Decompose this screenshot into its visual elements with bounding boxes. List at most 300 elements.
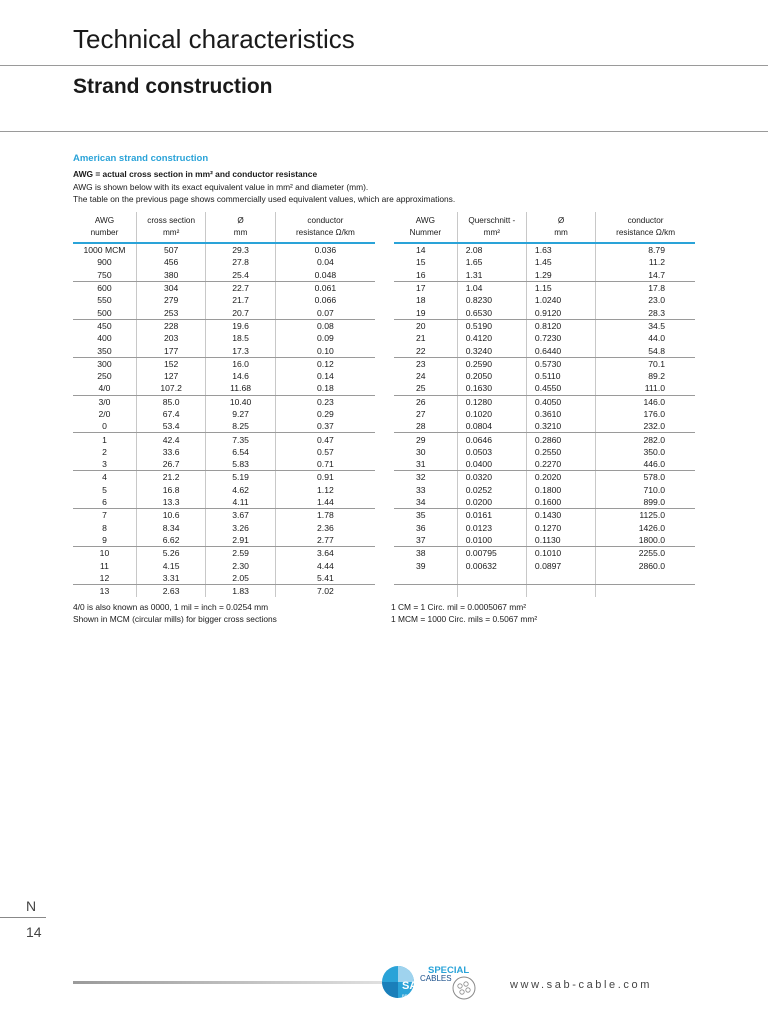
table-cell: 507 (136, 243, 205, 256)
table-cell: 0.0503 (457, 446, 526, 458)
column-header-line: Ø (557, 216, 565, 225)
table-cell: 0.0320 (457, 471, 526, 484)
table-cell (596, 585, 695, 598)
logo-brand-text: SAB (402, 980, 426, 992)
table-cell: 0.2020 (526, 471, 595, 484)
footnote-right: 1 MCM = 1000 Circ. mils = 0.5067 mm² (391, 614, 538, 624)
table-cell: 0.1280 (457, 395, 526, 408)
section-title: Strand construction (73, 75, 273, 98)
table-cell: 2860.0 (596, 559, 695, 571)
table-cell: 0.4120 (457, 332, 526, 344)
table-cell: 0.8120 (526, 319, 595, 332)
table-cell: 5.19 (206, 471, 275, 484)
table-cell: 0.1270 (526, 522, 595, 534)
table-cell: 1.65 (457, 256, 526, 268)
table-row (394, 332, 695, 344)
footnote-right: 1 CM = 1 Circ. mil = 0.0005067 mm² (391, 602, 526, 612)
table-cell: 0.00632 (457, 559, 526, 571)
title-divider (0, 65, 768, 66)
table-row (73, 332, 375, 344)
table-cell: 0.7230 (526, 332, 595, 344)
table-cell: 5.26 (136, 547, 205, 560)
table-cell: 18 (416, 295, 426, 306)
table-cell: 2.08 (457, 243, 526, 256)
table-cell: 4 (102, 472, 107, 483)
table-cell: 1426.0 (596, 522, 695, 534)
table-row (73, 357, 375, 370)
table-cell: 1 (102, 434, 107, 445)
table-cell: 0.18 (275, 382, 375, 395)
table-cell: 7.02 (275, 585, 375, 598)
table-cell: 8.79 (596, 243, 695, 256)
table-cell: 0.08 (275, 319, 375, 332)
table-cell: 67.4 (136, 408, 205, 420)
table-cell (457, 572, 526, 585)
table-row (73, 433, 375, 446)
table-cell: 28.3 (596, 306, 695, 319)
table-cell: 2.30 (206, 559, 275, 571)
table-cell: 29.3 (206, 243, 275, 256)
table-cell (394, 585, 457, 598)
table-cell: 152 (136, 357, 205, 370)
table-cell: 1125.0 (596, 509, 695, 522)
table-cell: 176.0 (596, 408, 695, 420)
table-row (73, 471, 375, 484)
table-cell: 23 (416, 358, 426, 369)
table-cell: 53.4 (136, 420, 205, 433)
column-header (596, 212, 695, 243)
table-cell: 17.8 (596, 281, 695, 294)
table-cell: 0.6440 (526, 344, 595, 357)
column-header-line: Nummer (409, 228, 442, 237)
table-cell: 0.1130 (526, 534, 595, 547)
table-cell: 228 (136, 319, 205, 332)
table-cell: 0.3610 (526, 408, 595, 420)
table-row (394, 471, 695, 484)
table-row (394, 395, 695, 408)
table-cell: 54.8 (596, 344, 695, 357)
table-cell: 19.6 (206, 319, 275, 332)
table-cell: 0.1010 (526, 547, 595, 560)
table-cell: 350 (73, 344, 136, 357)
table-cell: 578.0 (596, 471, 695, 484)
table-cell: 710.0 (596, 484, 695, 496)
table-cell: 3.31 (136, 572, 205, 585)
table-cell: 0.2860 (526, 433, 595, 446)
column-header (206, 212, 275, 243)
table-row (394, 420, 695, 433)
column-header-line: Querschnitt - (468, 216, 516, 225)
table-cell: 2255.0 (596, 547, 695, 560)
table-cell: 0.2550 (526, 446, 595, 458)
table-cell: 5.83 (206, 458, 275, 471)
table-cell: 0.061 (275, 281, 375, 294)
table-cell: 0.2590 (457, 357, 526, 370)
table-cell: 0.12 (275, 357, 375, 370)
table-cell: 0.0804 (457, 420, 526, 433)
table-cell: 1.83 (206, 585, 275, 598)
table-row (73, 522, 375, 534)
table-cell: 6.54 (206, 446, 275, 458)
table-cell: 0.4550 (526, 382, 595, 395)
table-row (73, 408, 375, 420)
table-cell: 9.27 (206, 408, 275, 420)
table-row (394, 269, 695, 282)
table-cell: 0.07 (275, 306, 375, 319)
table-cell: 1000 MCM (83, 245, 126, 256)
intro-bold-line: AWG = actual cross section in mm² and conductor resistance (73, 169, 318, 179)
table-cell: 380 (136, 269, 205, 282)
column-header-line: mm² (483, 228, 500, 237)
table-cell: 2.91 (206, 534, 275, 547)
column-header (457, 212, 526, 243)
column-header (136, 212, 205, 243)
table-cell: 5.41 (275, 572, 375, 585)
sab-logo (380, 964, 484, 1000)
table-cell: 0.4050 (526, 395, 595, 408)
table-cell: 19 (394, 306, 457, 319)
table-cell: 0.47 (275, 433, 375, 446)
table-cell: 24 (416, 371, 426, 382)
table-cell: 0.6530 (457, 306, 526, 319)
table-cell: 17 (416, 283, 426, 294)
table-cell: 0.2270 (526, 458, 595, 471)
table-row (394, 294, 695, 306)
table-row (73, 294, 375, 306)
table-cell: 0.0100 (457, 534, 526, 547)
table-cell: 14.7 (596, 269, 695, 282)
table-cell: 1.04 (457, 281, 526, 294)
page-section-letter: N (26, 898, 37, 914)
table-cell: 0.1020 (457, 408, 526, 420)
table-cell: 16.8 (136, 484, 205, 496)
table-cell: 456 (136, 256, 205, 268)
table-cell: 13 (99, 586, 110, 597)
table-cell: 600 (97, 283, 112, 294)
table-cell: 2/0 (98, 409, 111, 419)
table-cell: 34 (394, 496, 457, 509)
table-header-row (394, 212, 695, 243)
table-cell: 177 (136, 344, 205, 357)
table-cell: 2.59 (206, 547, 275, 560)
table-row (394, 357, 695, 370)
table-cell: 11.2 (596, 256, 695, 268)
table-cell: 8 (102, 522, 107, 533)
table-cell: 0.1600 (526, 496, 595, 509)
table-cell: 500 (73, 306, 136, 319)
table-cell: 34.5 (596, 319, 695, 332)
table-cell: 0.71 (275, 458, 375, 471)
table-row (73, 496, 375, 509)
logo-sub-text: BRÖCKSKES (402, 993, 427, 998)
table-cell: 25 (394, 382, 457, 395)
table-cell (596, 572, 695, 585)
table-cell: 2.63 (136, 585, 205, 598)
column-header-line: AWG (415, 216, 435, 225)
table-row (394, 306, 695, 319)
table-cell: 39 (416, 560, 426, 571)
table-cell: 900 (97, 257, 112, 268)
column-header-line: conductor (307, 216, 344, 225)
table-cell: 0.09 (275, 332, 375, 344)
table-cell: 0.3240 (457, 344, 526, 357)
table-cell: 11 (99, 560, 109, 571)
table-cell: 0.0200 (457, 496, 526, 509)
table-cell: 400 (97, 333, 112, 344)
table-cell: 2.36 (275, 522, 375, 534)
footnote-left: 4/0 is also known as 0000, 1 mil = inch = 0.0254 mm (73, 602, 269, 612)
table-cell: 28 (394, 420, 457, 433)
table-cell: 0.91 (275, 471, 375, 484)
table-cell: 1.63 (526, 243, 595, 256)
table-cell: 10 (99, 548, 110, 559)
table-cell: 446.0 (596, 458, 695, 471)
table-row (394, 408, 695, 420)
table-cell: 450 (97, 320, 112, 331)
table-cell: 2.77 (275, 534, 375, 547)
column-header-line: Ø (237, 216, 244, 225)
table-cell: 10.40 (206, 395, 275, 408)
section-divider (0, 131, 768, 132)
page-marker-rule (0, 917, 46, 918)
footnote-left: Shown in MCM (circular mills) for bigger cross sections (73, 614, 277, 624)
table-cell: 36 (416, 522, 426, 533)
table-cell: 203 (136, 332, 205, 344)
table-cell: 1.15 (526, 281, 595, 294)
table-cell: 0.5190 (457, 319, 526, 332)
table-cell: 3 (73, 458, 136, 471)
table-cell: 1.45 (526, 256, 595, 268)
table-cell: 0.1800 (526, 484, 595, 496)
table-cell: 550 (97, 295, 112, 306)
column-header (394, 212, 457, 243)
table-cell: 26.7 (136, 458, 205, 471)
table-cell: 20.7 (206, 306, 275, 319)
table-cell: 30 (416, 446, 426, 457)
column-header-line: mm (233, 228, 248, 237)
table-row (394, 547, 695, 560)
table-cell: 1.78 (275, 509, 375, 522)
table-cell: 0.048 (275, 269, 375, 282)
table-cell: 89.2 (596, 370, 695, 382)
table-cell: 0.0897 (526, 559, 595, 571)
table-cell: 4/0 (73, 382, 136, 395)
table-cell: 0.2050 (457, 370, 526, 382)
table-cell: 0.0400 (457, 458, 526, 471)
table-cell: 0.5730 (526, 357, 595, 370)
table-cell: 0.23 (275, 395, 375, 408)
footer-url-link[interactable]: www.sab-cable.com (510, 979, 653, 991)
table-cell: 0.00795 (457, 547, 526, 560)
table-row (394, 243, 695, 256)
table-cell: 0.5110 (526, 370, 595, 382)
table-cell: 38 (416, 548, 426, 559)
table-cell: 70.1 (596, 357, 695, 370)
table-row (73, 585, 375, 598)
table-cell: 44.0 (596, 332, 695, 344)
table-cell: 3.26 (206, 522, 275, 534)
table-row (73, 370, 375, 382)
table-cell: 4.44 (275, 559, 375, 571)
table-row (394, 344, 695, 357)
table-cell: 20 (416, 320, 426, 331)
table-cell: 0.57 (275, 446, 375, 458)
table-cell: 8.34 (136, 522, 205, 534)
table-cell: 3.64 (275, 547, 375, 560)
table-row (394, 319, 695, 332)
table-row (73, 559, 375, 571)
intro-line: The table on the previous page shows commercially used equivalent values, which are approximations. (73, 194, 456, 204)
table-cell: 282.0 (596, 433, 695, 446)
table-cell: 29 (416, 434, 426, 445)
table-row (394, 281, 695, 294)
table-cell (526, 572, 595, 585)
table-cell: 22 (394, 344, 457, 357)
table-cell: 21 (416, 333, 426, 344)
table-cell: 0.0646 (457, 433, 526, 446)
table-cell: 4.62 (206, 484, 275, 496)
table-cell: 17.3 (206, 344, 275, 357)
table-cell: 0.29 (275, 408, 375, 420)
table-cell: 253 (136, 306, 205, 319)
table-row (73, 547, 375, 560)
table-cell: 25.4 (206, 269, 275, 282)
table-cell: 0.3210 (526, 420, 595, 433)
table-row (394, 572, 695, 585)
table-cell: 11.68 (206, 382, 275, 395)
table-cell: 279 (136, 294, 205, 306)
table-row (73, 256, 375, 268)
table-cell: 1.44 (275, 496, 375, 509)
table-row (394, 370, 695, 382)
table-row (73, 420, 375, 433)
table-cell: 27 (416, 409, 426, 419)
column-header-line: conductor (627, 216, 664, 225)
table-cell: 7.35 (206, 433, 275, 446)
table-cell: 300 (97, 358, 112, 369)
table-cell: 7 (102, 510, 107, 521)
table-cell: 0.14 (275, 370, 375, 382)
table-cell: 0.8230 (457, 294, 526, 306)
table-cell: 750 (73, 269, 136, 282)
table-cell: 107.2 (136, 382, 205, 395)
table-cell: 23.0 (596, 294, 695, 306)
table-cell: 10.6 (136, 509, 205, 522)
column-header (526, 212, 595, 243)
table-cell (526, 585, 595, 598)
table-cell: 21.2 (136, 471, 205, 484)
table-cell: 42.4 (136, 433, 205, 446)
table-cell: 0.1630 (457, 382, 526, 395)
table-cell: 14 (416, 245, 426, 256)
table-cell: 304 (136, 281, 205, 294)
table-cell: 18.5 (206, 332, 275, 344)
table-row (73, 382, 375, 395)
table-cell: 31 (394, 458, 457, 471)
table-row (394, 458, 695, 471)
table-cell: 3.67 (206, 509, 275, 522)
page-number: 14 (26, 924, 42, 940)
table-cell: 0.0161 (457, 509, 526, 522)
table-cell: 350.0 (596, 446, 695, 458)
column-header-line: cross section (147, 216, 196, 225)
table-cell: 16.0 (206, 357, 275, 370)
table-cell: 127 (136, 370, 205, 382)
table-row (73, 344, 375, 357)
table-row (73, 446, 375, 458)
table-row (394, 585, 695, 598)
table-cell: 2.05 (206, 572, 275, 585)
table-cell (457, 585, 526, 598)
table-cell: 1.31 (457, 269, 526, 282)
table-cell: 1.0240 (526, 294, 595, 306)
column-header-line: resistance Ω/km (295, 228, 355, 237)
table-cell: 146.0 (596, 395, 695, 408)
table-cell: 232.0 (596, 420, 695, 433)
table-cell (394, 572, 457, 585)
logo-special-text: SPECIAL (428, 965, 470, 976)
table-cell: 111.0 (596, 382, 695, 395)
page-title: Technical characteristics (73, 24, 355, 54)
table-cell: 0.0123 (457, 522, 526, 534)
table-row (73, 509, 375, 522)
column-header-line: AWG (94, 216, 115, 225)
table-cell: 9 (73, 534, 136, 547)
table-row (394, 382, 695, 395)
table-cell: 33 (416, 484, 426, 495)
table-cell: 21.7 (206, 294, 275, 306)
table-cell: 1.29 (526, 269, 595, 282)
table-cell: 4.11 (206, 496, 275, 509)
table-row (394, 559, 695, 571)
table-cell: 0.04 (275, 256, 375, 268)
table-row (394, 534, 695, 547)
table-cell: 0.0252 (457, 484, 526, 496)
table-cell: 5 (102, 484, 107, 495)
table-cell: 0.066 (275, 294, 375, 306)
table-row (73, 319, 375, 332)
table-cell: 0 (73, 420, 136, 433)
table-row (73, 484, 375, 496)
awg-table-right (394, 212, 695, 597)
table-cell: 6.62 (136, 534, 205, 547)
logo-cables-text: CABLES (420, 974, 452, 983)
table-cell: 0.10 (275, 344, 375, 357)
table-cell: 26 (416, 396, 426, 407)
table-cell: 2 (102, 446, 107, 457)
table-cell: 13.3 (136, 496, 205, 509)
table-cell: 14.6 (206, 370, 275, 382)
table-cell: 250 (97, 371, 112, 382)
footer-bar (73, 981, 393, 984)
table-cell: 15 (416, 257, 426, 268)
table-cell: 27.8 (206, 256, 275, 268)
awg-table-left (73, 212, 375, 597)
table-cell: 37 (394, 534, 457, 547)
table-cell: 1800.0 (596, 534, 695, 547)
subheading: American strand construction (73, 153, 209, 164)
table-cell: 33.6 (136, 446, 205, 458)
table-cell: 16 (394, 269, 457, 282)
table-row (73, 458, 375, 471)
column-header-line: mm² (162, 228, 180, 237)
column-header (73, 212, 136, 243)
table-row (394, 256, 695, 268)
column-header-line: mm (554, 228, 568, 237)
table-row (73, 281, 375, 294)
table-row (73, 306, 375, 319)
table-row (394, 433, 695, 446)
